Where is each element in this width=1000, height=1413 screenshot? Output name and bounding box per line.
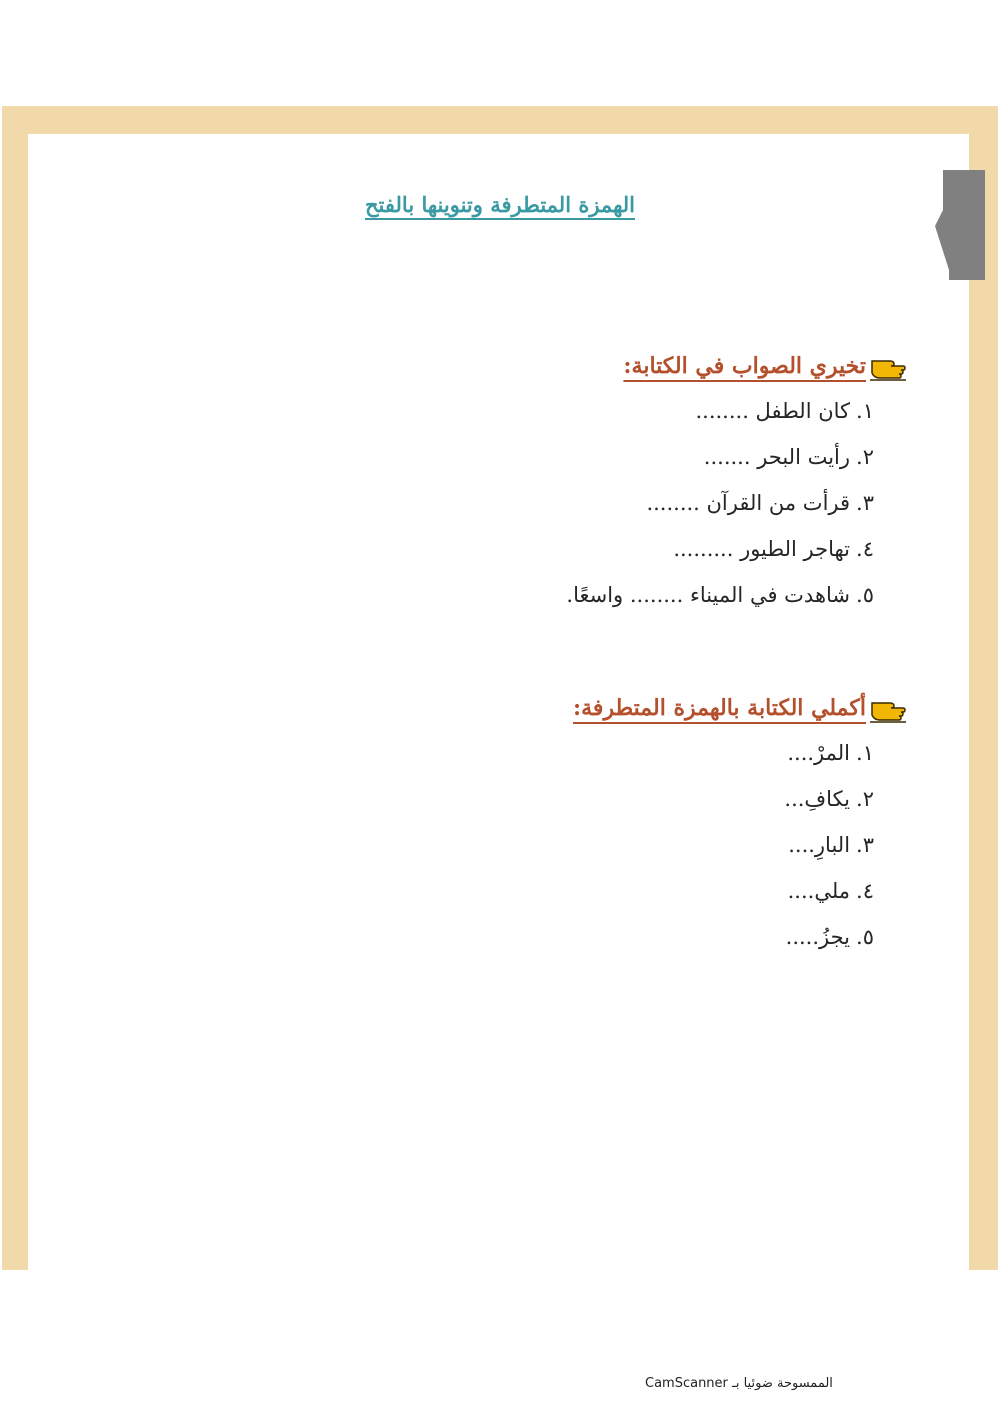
item-text: شاهدت في الميناء ........ واسعًا. [566, 583, 851, 607]
pointing-hand-icon [870, 693, 906, 723]
item-text: المرْ.... [787, 741, 851, 765]
pointing-hand-icon [870, 351, 906, 381]
item-number: ١. [856, 741, 874, 765]
list-item [346, 914, 874, 960]
list-item [346, 572, 874, 618]
list-item [346, 434, 874, 480]
item-number: ٣. [856, 491, 874, 515]
item-text: البارِ.... [788, 833, 851, 857]
item-number: ٥. [856, 583, 874, 607]
section-heading [346, 344, 906, 388]
list-item [346, 822, 874, 868]
list-item [346, 388, 874, 434]
section-complete-hamza [346, 686, 906, 960]
item-text: يكافِ... [784, 787, 851, 811]
completion-list [346, 730, 906, 960]
item-text: رأيت البحر ....... [703, 445, 851, 469]
item-number: ٤. [856, 879, 874, 903]
list-item [346, 480, 874, 526]
section-heading-text: تخيري الصواب في الكتابة: [623, 353, 866, 379]
page-title: الهمزة المتطرفة وتنوينها بالفتح [365, 192, 635, 217]
item-text: تهاجر الطيور ......... [673, 537, 851, 561]
item-number: ١. [856, 399, 874, 423]
scanner-watermark: الممسوحة ضوئيا بـ CamScanner [645, 1376, 833, 1391]
section-choose-correct [346, 344, 906, 618]
section-heading [346, 686, 906, 730]
bookmark-tab-icon [935, 170, 985, 280]
list-item [346, 730, 874, 776]
item-number: ٤. [856, 537, 874, 561]
item-text: قرأت من القرآن ........ [646, 491, 851, 515]
item-number: ٥. [856, 925, 874, 949]
item-number: ٢. [856, 787, 874, 811]
item-number: ٢. [856, 445, 874, 469]
section-heading-text: أكملي الكتابة بالهمزة المتطرفة: [573, 695, 866, 721]
list-item [346, 526, 874, 572]
answer-list [346, 388, 906, 618]
list-item [346, 868, 874, 914]
item-text: كان الطفل ........ [695, 399, 851, 423]
item-number: ٣. [856, 833, 874, 857]
list-item [346, 776, 874, 822]
item-text: ملي.... [787, 879, 851, 903]
item-text: يجزُ..... [785, 925, 851, 949]
